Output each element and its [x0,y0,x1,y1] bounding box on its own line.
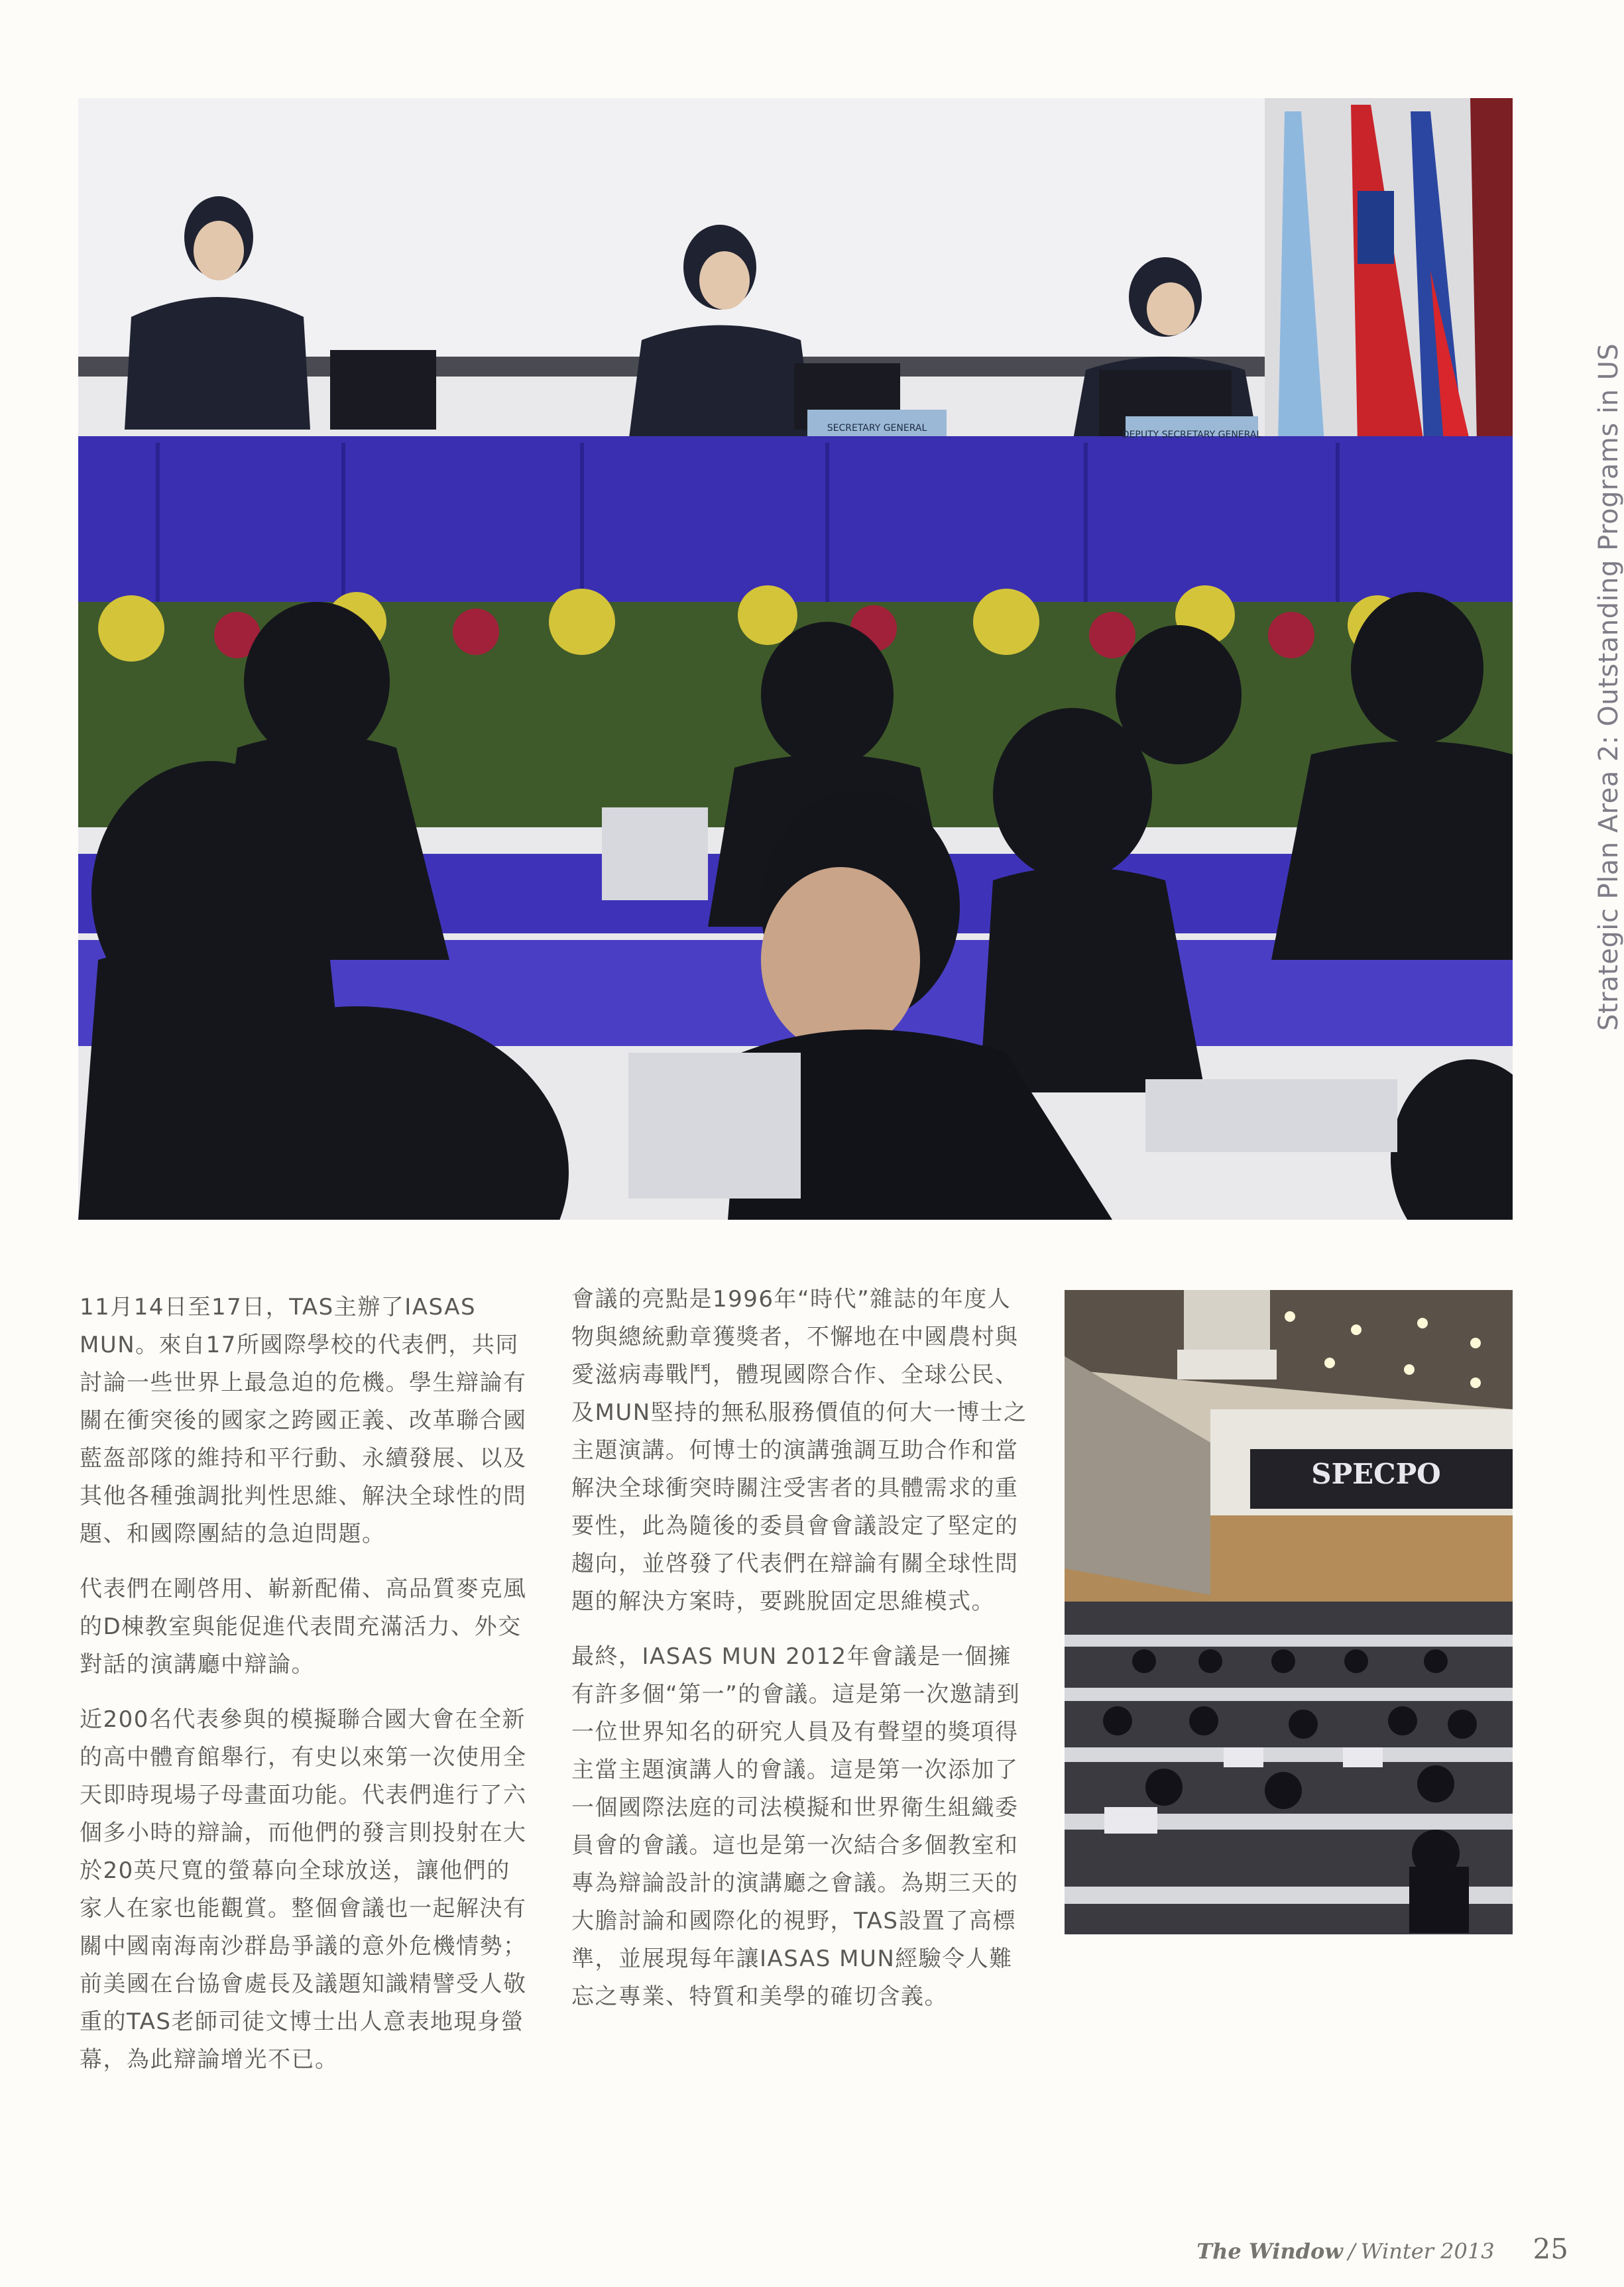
page-footer [1196,2233,1568,2265]
article-paragraph: 近200名代表參與的模擬聯合國大會在全新的高中體育館舉行，有史以來第一次使用全天即時現場子母畫面功能。代表們進行了六個多小時的辯論，而他們的發言則投射在大於20英尺寬的螢幕向全球放送，讓他們的家人在家也能觀賞。整個會議也一起解決有關中國南海南沙群島爭議的意外危機情勢；前美國在台協會處長及議題知識精譬受人敬重的TAS老師司徒文博士出人意表地現身螢幕，為此辯論增光不已。 [80,1706,527,2073]
article-column-left [80,1289,529,2096]
issue-date: Winter 2013 [1360,2239,1495,2264]
banner-text: SPECPO [1311,1458,1441,1490]
page-number: 25 [1533,2233,1568,2265]
article-paragraph: 會議的亮點是1996年“時代”雜誌的年度人物與總統勳章獲獎者，不懈地在中國農村與愛滋病毒戰鬥，體現國際合作、全球公民、及MUN堅持的無私服務價值的何大一博士之主題演講。何博士的演講強調互助合作和當解決全球衝突時關注受害者的具體需求的重要性，此為隨後的委員會會議設定了堅定的趨向，並啓發了代表們在辯論有關全球性問題的解決方案時，要跳脫固定思維模式。 [571,1286,1027,1615]
article-paragraph: 11月14日至17日，TAS主辦了IASAS MUN。來自17所國際學校的代表們，共同討論一些世界上最急迫的危機。學生辯論有關在衝突後的國家之跨國正義、改革聯合國藍盔部隊的維持和平行動、永續發展、以及其他各種強調批判性思維、解決全球性的問題、和國際團結的急迫問題。 [80,1294,527,1547]
article-paragraph: 代表們在剛啓用、嶄新配備、高品質麥克風的D棟教室與能促進代表間充滿活力、外交對話的演講廳中辯論。 [80,1576,527,1678]
hero-photo [78,98,1513,1220]
article-column-middle [571,1281,1029,2033]
nameplate-label: SECRETARY GENERAL [827,423,927,434]
publication-name: The Window [1196,2239,1343,2264]
section-caption: Strategic Plan Area 2: Outstanding Programs in US [1594,343,1624,1031]
nameplate-label: DEPUTY SECRETARY GENERAL [1122,430,1262,440]
auditorium-photo [1065,1290,1513,1934]
article-paragraph: 最終，IASAS MUN 2012年會議是一個擁有許多個“第一”的會議。這是第一次邀請到一位世界知名的研究人員及有聲望的獎項得主當主題演講人的會議。這是第一次添加了一個國際法庭的司法模擬和世界衛生組織委員會的會議。這也是第一次結合多個教室和專為辯論設計的演講廳之會議。為期三天的大膽討論和國際化的視野，TAS設置了高標準，並展現每年讓IASAS MUN經驗令人難忘之專業、特質和美學的確切含義。 [571,1643,1021,2010]
footer-separator: / [1348,2239,1356,2264]
